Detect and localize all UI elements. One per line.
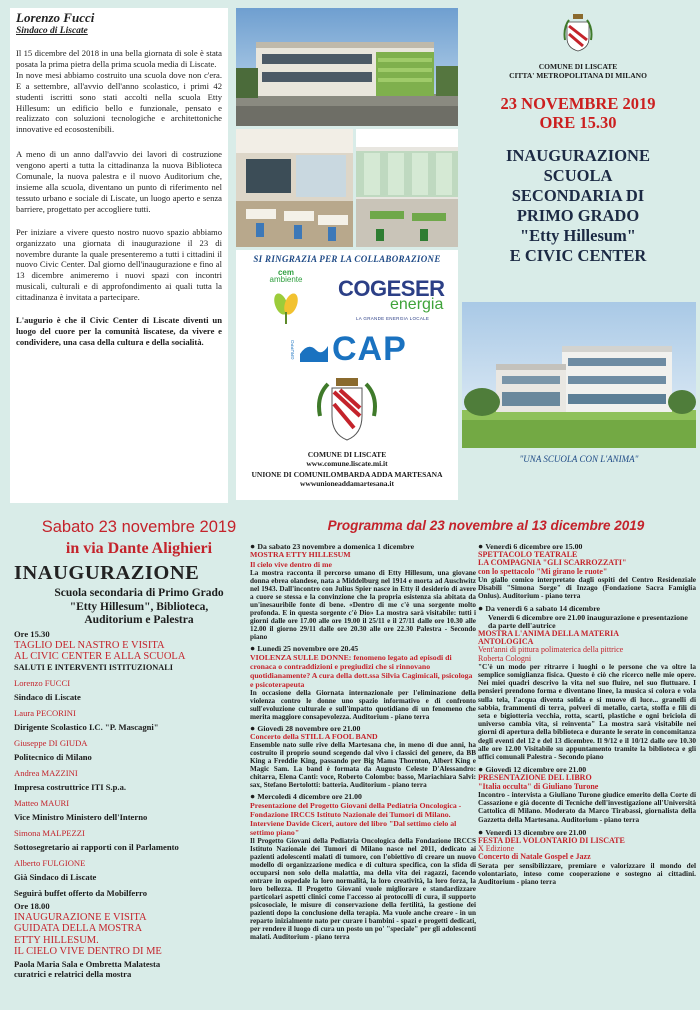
headline-block	[466, 146, 690, 266]
event-subtitle: X Edizione	[478, 844, 515, 854]
event-date-text: Venerdì 6 dicembre ore 21.00 inaugurazione e presentazione da parte dell'autrice	[488, 612, 688, 630]
event-subtitle: "Italia occulta" di Giuliano Turone	[478, 781, 599, 791]
exhibit-line: IL CIELO VIVE DENTRO DI ME	[14, 946, 162, 957]
letter-author: Lorenzo Fucci	[16, 10, 95, 25]
cem-ambiente-logo	[256, 268, 316, 329]
speaker-name: Alberto FULGIONE	[14, 857, 86, 868]
unione-website: wwwunioneaddamartesana.it	[300, 479, 394, 488]
time-label: Ore 15.30	[14, 628, 50, 639]
bullet-icon: ●	[250, 723, 258, 733]
event-date-text: Mercoledì 4 dicembre ore 21.00	[257, 792, 362, 801]
speaker-role: Vice Ministro Ministero dell'Interno	[14, 811, 148, 822]
speaker-name: Andrea MAZZINI	[14, 767, 78, 778]
speaker-role: Sindaco di Liscate	[14, 691, 81, 702]
program-list	[14, 629, 268, 979]
cap-logo	[292, 332, 412, 372]
programme-col-right	[478, 542, 696, 886]
crest-small-icon	[563, 14, 593, 52]
letter-paragraph: Per iniziare a vivere questo nostro nuovo spazio abbiamo organizzato una giornata di inaugurazione il 23 di novembre durante la quale presenteremo a tutti i cittadini il nuovo Civic Center. Dal giorno dell'inaugurazione e fino al 13 dicembre animeremo i nuovi spazi con incontri musicali, culturali e di approfondimento ai quali tutta la cittadinanza è invitata a partecipare.	[16, 226, 222, 303]
event-description: "C'è un modo per ritrarre i luoghi o le persone che va oltre la semplice somiglianza fisica. Questo è ciò che ricerco nelle mie opere. Nei miei quadri descrivo la vita nel suo fluire, nel suo fluttuare. I pensieri prendono forma e diventano linee, la musica si colora e vola sulla tela, l'acqua diventa solida e si muove di luce... granelli di sabbia, frammenti di terra, polveri di metallo, carta, stoffa e fili di seta e bigiotteria vecchia, rotta, scarti, plastiche e ogni briciola di universo cambia vita, si reinventa" La mostra sarà visitabile nei giorni di apertura della biblioteca e durante le serate in concomitanza degli eventi del 12 e del 13 dicembre. Il 9/12 e il 10/12 dalle ore 10.30 alle ore 12.00 Visitabile su appuntamento tramite la biblioteca e gli uffici comunali Palestra - Secondo piano	[478, 661, 696, 762]
speaker-name: Matteo MAURI	[14, 797, 70, 808]
leaf-icon	[271, 290, 301, 324]
headline-line: SCUOLA	[543, 166, 613, 185]
cap-group-label: GRUPPO	[290, 340, 295, 360]
buffet-note: Seguirà buffet offerto da Mobilferro	[14, 887, 148, 898]
bullet-icon: ●	[478, 541, 486, 551]
inauguration-section	[10, 518, 268, 979]
exhibit-title	[14, 912, 268, 958]
sabato-inaugurazione: INAUGURAZIONE	[14, 562, 200, 584]
event-date-text: Giovedì 12 dicembre ore 21.00	[485, 765, 587, 775]
classroom-image	[236, 129, 353, 247]
event-date-text: Venerdì 13 dicembre ore 21.00	[485, 827, 587, 837]
event-title: PRESENTAZIONE DEL LIBRO	[478, 773, 592, 783]
school-exterior-photo	[236, 8, 458, 126]
letter-paragraph: L'augurio è che il Civic Center di Liscate diventi un luogo del cuore per la comunità liscatese, da vivere e condividere, una casa della cultura e della socialità.	[16, 315, 222, 347]
bullet-icon: ●	[250, 791, 258, 801]
event-title: con lo spettacolo "Mi girano le ruote"	[478, 566, 608, 576]
event-date-text: Lunedì 25 novembre ore 20.45	[257, 644, 359, 653]
cogeser-energia: energia	[390, 296, 444, 313]
event-subtitle: Il cielo vive dentro di me	[250, 560, 332, 569]
bullet-icon: ●	[478, 764, 486, 775]
municipal-crest	[563, 14, 593, 52]
letter-paragraph: Il 15 dicembre del 2018 in una bella giornata di sole è stata posata la prima pietra della prima scuola media di Liscate.	[16, 48, 222, 69]
comune-label: COMUNE DI LISCATE	[307, 450, 387, 459]
event-title: Presentazione del Progetto Giovani della Pediatria Oncologica - Fondazione IRCCS Istituto Nazionale dei Tumori di Milano. Interviene Davide Ciceri, autore del libro "Dal settimo cielo al settimo piano"	[250, 801, 462, 837]
event-subtitle: Concerto di Natale Gospel e Jazz	[478, 852, 591, 862]
event-date-text: Da venerdì 6 a sabato 14 dicembre	[485, 604, 600, 614]
sponsors-header: SI RINGRAZIA PER LA COLLABORAZIONE	[253, 254, 441, 264]
speaker-role: Dirigente Scolastico I.C. "P. Mascagni"	[14, 721, 159, 732]
exhibit-line: INAUGURAZIONE E VISITA	[14, 911, 147, 923]
cem-logo-line2: ambiente	[269, 275, 303, 284]
event-subtitle: Roberta Cologni	[478, 653, 532, 663]
event-date-text: Venerdì 6 dicembre ore 15.00	[485, 542, 583, 551]
sabato-date: Sabato 23 novembre 2019	[41, 518, 237, 536]
event-date-text: Da sabato 23 novembre a domenica 1 dicembre	[257, 542, 415, 551]
event-date-line	[250, 644, 476, 653]
speaker-role: Sottosegretario ai rapporti con il Parlamento	[14, 841, 179, 852]
headline-line: INAUGURAZIONE	[506, 146, 650, 165]
event-title: SPETTACOLO TEATRALE	[478, 550, 578, 560]
cem-logo-line1: cem	[277, 268, 294, 277]
event-description: Serata per sensibilizzare, premiare e valorizzare il mondo del volontariato, inteso come cooperazione e sostegno ai cittadini. Auditorium - piano terra	[478, 860, 696, 886]
event-description: Ensemble nato sulle rive della Martesana che, in meno di due anni, ha costruito il proprio sound scegendo dal vivo i classici del genere, da BB King a Freddie King, passando per Big Mama Thornton, Albert King e Magic Sam. La band è formata da Augusto Celeste D'Alessandro: chitarra, Elena Canti: voce, Roberto Colombo: basso, Mariachiara Salvi: sax, Stefano Bertolotti: batteria. Auditorium - piano terra	[250, 741, 476, 789]
event-description: Un giallo comico interpretato dagli ospiti del Centro Residenziale Disabili "Simona Sorge" di Inzago (Fondazione Sacra Famiglia Onlus). Auditorium - piano terra	[478, 574, 696, 601]
comune-website: www.comune.liscate.mi.it	[306, 459, 388, 468]
subtitle-line: Scuola secondaria di Primo Grado	[54, 587, 224, 599]
event-description: La mostra racconta il percorso umano di Etty Hillesum, una giovane donna ebrea olandese, nata a Middelburg nel 1914 e morta ad Auschwitz nel 1943. Dall'incontro con Julius Spier nasce in Etty il desiderio di avere a cuore se stessa e la convinzione che la propria esistenza sia abitata da un'inesauribile fonte di bene. «Dentro di me c'è una sorgente molto profonda. E in questa sorgente c'è Dio» La mostra sarà visitabile: tutti i giorni dalle ore 17.00 alle ore 19.00 il 25/11 e il 27/11 dalle ore 10.30 alle 12.00 il giorno 29/11 dalle ore 20.30 alle ore 22.30 Palestra - Secondo piano	[250, 569, 476, 641]
letter-body	[16, 48, 222, 355]
header-comune: COMUNE DI LISCATE	[538, 62, 618, 71]
speaker-name: Simona MALPEZZI	[14, 827, 85, 838]
programme-col-left	[250, 542, 476, 941]
time-label: Ore 18.00	[14, 900, 50, 911]
school-exterior-image	[236, 8, 458, 126]
ribbon-title: AL CIVIC CENTER E ALLA SCUOLA	[14, 650, 186, 662]
event-subtitle: Vent'anni di pittura polimaterica della pittrice	[478, 645, 624, 655]
sabato-place: in via Dante Alighieri	[65, 540, 213, 557]
letter-paragraph: A meno di un anno dall'avvio dei lavori di costruzione vengono aperti a tutta la cittadinanza la nuova Biblioteca Comunale, la nuova palestra e il nuovo Auditorium che, insieme alla scuola, diventano un punto di riferimento nel tessuto urbano e sociale di Liscate, un luogo aperto e senza barriere, progettato per accogliere tutti.	[16, 149, 222, 214]
bullet-icon: ●	[478, 826, 486, 837]
headline-line: SECONDARIA DI	[511, 186, 645, 205]
motto: "UNA SCUOLA CON L'ANIMA"	[519, 454, 639, 464]
event-date-text: Giovedì 28 novembre ore 21.00	[257, 724, 361, 733]
civic-center-render	[462, 302, 696, 448]
speaker-role: Impresa costruttrice ITI S.p.a.	[14, 781, 127, 792]
headline-line: "Etty Hillesum"	[520, 226, 636, 245]
bullet-icon: ●	[250, 643, 258, 653]
event-title: ANTOLOGICA	[478, 637, 534, 647]
subtitle-line: "Etty Hillesum", Biblioteca,	[69, 600, 209, 613]
cap-name: CAP	[332, 330, 407, 368]
bullet-icon: ●	[478, 603, 486, 614]
civic-center-image	[462, 302, 696, 448]
unione-label: UNIONE DI COMUNILOMBARDA ADDA MARTESANA	[251, 470, 443, 479]
sponsors-box	[236, 250, 458, 500]
letter-paragraph: In nove mesi abbiamo costruito una scuola dove non c'era. E a settembre, all'avvio dell'anno scolastico, i primi 42 studenti iscritti sono stati accolti nella scuola Etty Hillesum: un edificio bello e funzionale, pensato e realizzato con soluzioni tecnologiche e architettoniche innovative ed ecosostenibili.	[16, 69, 222, 135]
letter-role: Sindaco di Liscate	[16, 26, 88, 36]
ribbon-title: TAGLIO DEL NASTRO E VISITA	[14, 639, 165, 651]
speaker-name: Laura PECORINI	[14, 707, 76, 718]
cap-wave-icon	[298, 338, 330, 366]
speaker-name: Giuseppe DI GIUDA	[14, 737, 88, 748]
event-description: In occasione della Giornata internazionale per l'eliminazione della violenza contro le donne uno spazio informativo e di confronto sull'evoluzione culturale e sull'impatto quotidiano di un fenomeno che merita maggiore consapevolezza. Auditorium - piano terra	[250, 689, 476, 721]
subtitle-line: Auditorium e Palestra	[84, 614, 194, 626]
headline-line: E CIVIC CENTER	[509, 246, 647, 265]
event-description: Incontro - intervista a Giuliano Turone giudice emerito della Corte di Cassazione e già docente di Tecniche dell'investigazione all'Università Cattolica di Milano. Moderato da Marco Tirabassi, giornalista della Gazzetta della Martesana. Auditorium - piano terra	[478, 789, 696, 824]
event-description: Il Progetto Giovani della Pediatria Oncologica della Fondazione IRCCS Istituto Nazionale dei Tumori di Milano nasce nel 2011, dedicato ai pazienti adolescenti malati di tumore, con l'obiettivo di creare un nuovo modello di organizzazione medica e di cultura specifica, con la sfida di occuparsi non solo della malattia, ma della vita dei ragazzi, facendo entrare in ospedale la loro normalità, la loro creatività, la loro forza, la loro bellezza. Il Progetto Giovani vuole migliorare e standardizzare particolari aspetti clinici come l'accesso ai protocolli di cura, il supporto psicosociale, le misure di conservazione della fertilità, la gestione dei pazienti dopo la conclusione della terapia. Ma vuole anche creare - in un reparto inizialmente nato per curare i bambini - spazi e progetti dedicati, per rendere il luogo di cura un posto un po' "speciale" per gli adolescenti malati. Auditorium - piano terra	[250, 837, 476, 941]
crest-icon	[314, 376, 380, 446]
saluti-label: SALUTI E INTERVENTI ISTITUZIONALI	[14, 662, 174, 672]
curators: Paola Maria Sala e Ombretta Malatesta	[14, 958, 161, 969]
speaker-role: Già Sindaco di Liscate	[14, 871, 97, 882]
header-citta: CITTA' METROPOLITANA DI MILANO	[509, 71, 647, 80]
cogeser-logo	[338, 276, 456, 321]
cogeser-tagline: LA GRANDE ENERGIA LOCALE	[356, 316, 430, 321]
event-title: MOSTRA L'ANIMA DELLA MATERIA	[478, 629, 619, 639]
mayor-letter	[10, 8, 228, 503]
event-title: LA COMPAGNIA "GLI SCARROZZATI"	[478, 558, 627, 568]
programme-title: Programma dal 23 novembre al 13 dicembre 2019	[327, 518, 645, 533]
exhibit-line: ETTY HILLESUM.	[14, 934, 99, 946]
programme-section	[276, 518, 696, 533]
sabato-subtitle	[10, 587, 268, 628]
classroom-photo	[236, 129, 353, 247]
curators-role: curatrici e relatrici della mostra	[14, 968, 132, 979]
exhibit-line: GUIDATA DELLA MOSTRA	[14, 923, 143, 934]
headline-line: PRIMO GRADO	[516, 206, 640, 225]
liscate-crest	[314, 376, 380, 446]
event-title: FESTA DEL VOLONTARIO DI LISCATE	[478, 835, 625, 845]
cogeser-name: COGESER	[338, 276, 445, 301]
event-title: Concerto della STILL A FOOL BAND	[250, 732, 378, 741]
speaker-role: Politecnico di Milano	[14, 751, 92, 762]
event-date-line	[250, 792, 476, 801]
event-date: 23 NOVEMBRE 2019	[500, 94, 656, 113]
library-image	[356, 129, 458, 247]
speaker-name: Lorenzo FUCCI	[14, 677, 71, 688]
event-time: ORE 15.30	[539, 113, 617, 132]
event-title: MOSTRA ETTY HILLESUM	[250, 550, 351, 559]
event-title: VIOLENZA SULLE DONNE: fenomeno legato ad episodi di cronaca o contraddizioni e pregiudizi che si rinnovano quotidianamente? A cura della dott.ssa Silvia Cagimicali, psicologa e psicoterapeuta	[250, 653, 473, 689]
bullet-icon: ●	[250, 541, 258, 551]
library-photo	[356, 129, 458, 247]
